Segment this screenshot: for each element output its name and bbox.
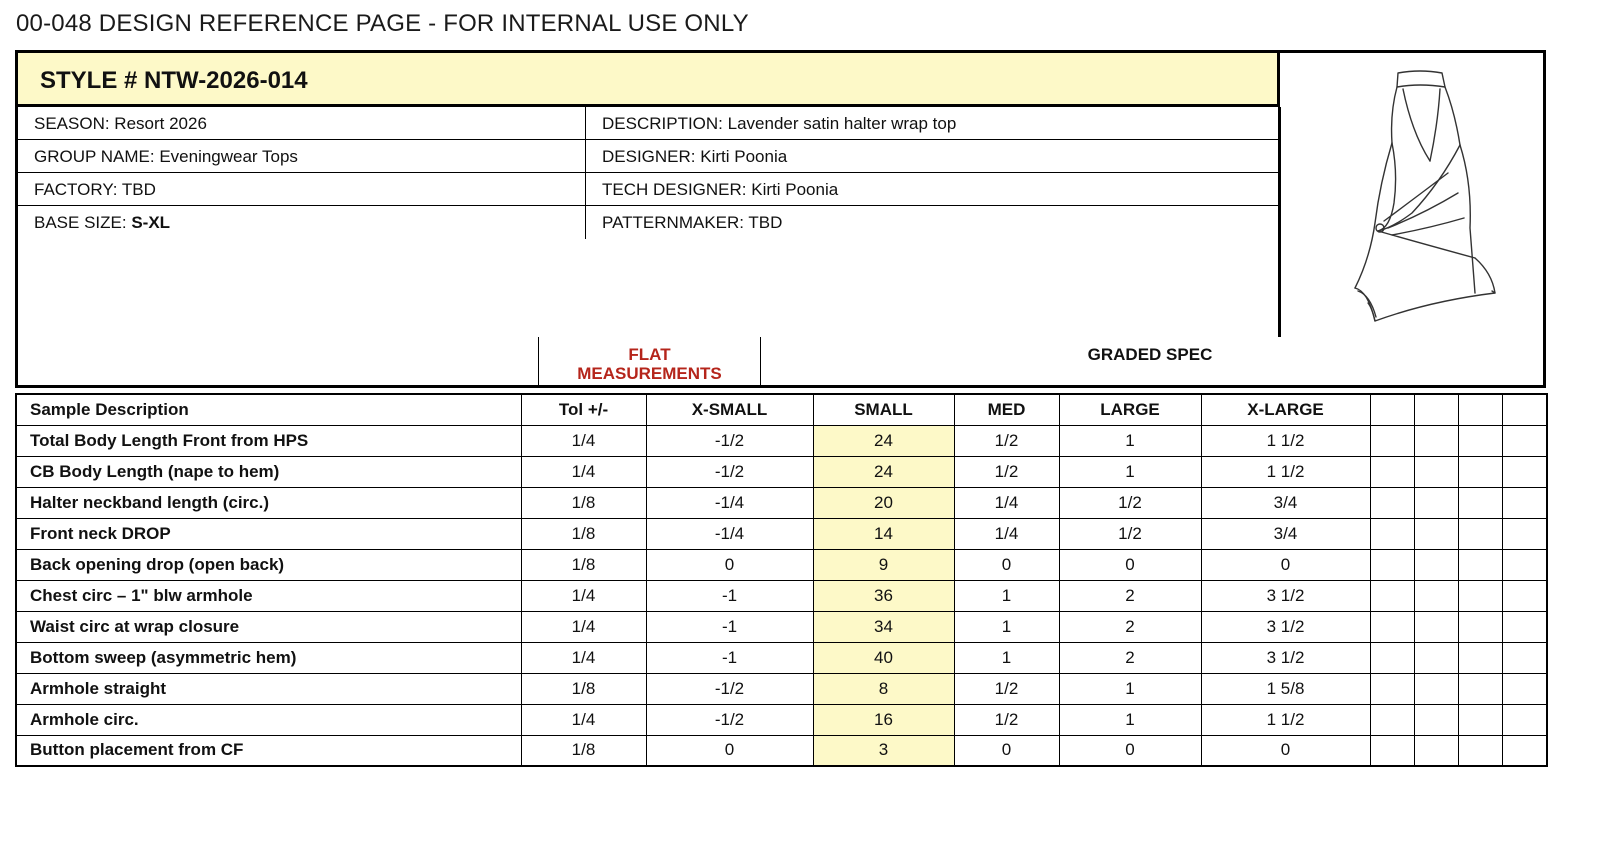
empty-cell (1458, 456, 1502, 487)
measurement-name: Total Body Length Front from HPS (16, 425, 521, 456)
empty-cell (1502, 549, 1547, 580)
info-row-factory (18, 173, 1280, 206)
med-cell: 1/2 (954, 456, 1059, 487)
x-large-cell: 3 1/2 (1201, 580, 1370, 611)
table-row (16, 673, 1547, 704)
header-x-small: X-SMALL (646, 394, 813, 425)
base-size-value: S-XL (131, 213, 171, 232)
small-cell: 36 (813, 580, 954, 611)
measurement-name: Front neck DROP (16, 518, 521, 549)
empty-cell (1370, 642, 1414, 673)
flat-measurements-label (538, 337, 761, 388)
tolerance-cell: 1/8 (521, 518, 646, 549)
empty-cell (1458, 487, 1502, 518)
small-cell: 24 (813, 456, 954, 487)
patternmaker-field: PATTERNMAKER: TBD (602, 213, 783, 232)
tolerance-cell: 1/4 (521, 611, 646, 642)
table-row (16, 611, 1547, 642)
empty-cell (1414, 673, 1458, 704)
med-cell: 1 (954, 580, 1059, 611)
empty-cell (1370, 549, 1414, 580)
flat-label-line2: MEASUREMENTS (577, 364, 722, 383)
empty-cell (1370, 735, 1414, 766)
x-small-cell: 0 (646, 735, 813, 766)
small-cell: 8 (813, 673, 954, 704)
table-row (16, 518, 1547, 549)
empty-cell (1414, 487, 1458, 518)
garment-sketch (1280, 53, 1543, 337)
empty-cell (1414, 642, 1458, 673)
med-cell: 0 (954, 735, 1059, 766)
measurement-name: Chest circ – 1" blw armhole (16, 580, 521, 611)
flat-label-line1: FLAT (628, 345, 671, 364)
empty-cell (1370, 580, 1414, 611)
empty-cell (1458, 518, 1502, 549)
x-small-cell: -1/4 (646, 518, 813, 549)
empty-cell (1502, 580, 1547, 611)
empty-cell (1458, 642, 1502, 673)
empty-cell (1502, 642, 1547, 673)
large-cell: 1/2 (1059, 487, 1201, 518)
measurement-name: Halter neckband length (circ.) (16, 487, 521, 518)
empty-cell (1414, 518, 1458, 549)
empty-cell (1414, 456, 1458, 487)
x-large-cell: 3/4 (1201, 487, 1370, 518)
measurement-name: Armhole circ. (16, 704, 521, 735)
style-number-band (18, 53, 1280, 107)
table-row (16, 735, 1547, 766)
large-cell: 1 (1059, 704, 1201, 735)
empty-cell (1502, 456, 1547, 487)
tolerance-cell: 1/4 (521, 704, 646, 735)
header-large: LARGE (1059, 394, 1201, 425)
large-cell: 1/2 (1059, 518, 1201, 549)
empty-cell (1370, 673, 1414, 704)
page-title: 00-048 DESIGN REFERENCE PAGE - FOR INTERNAL USE ONLY (16, 10, 749, 37)
info-row-group (18, 140, 1280, 173)
halter-top-sketch-icon (1280, 53, 1543, 337)
small-cell: 16 (813, 704, 954, 735)
x-large-cell: 1 1/2 (1201, 456, 1370, 487)
header-empty (1458, 394, 1502, 425)
x-large-cell: 1 1/2 (1201, 425, 1370, 456)
empty-cell (1414, 704, 1458, 735)
empty-cell (1502, 518, 1547, 549)
empty-cell (1370, 487, 1414, 518)
empty-cell (1502, 704, 1547, 735)
x-small-cell: -1 (646, 611, 813, 642)
empty-cell (1458, 611, 1502, 642)
empty-cell (1370, 456, 1414, 487)
table-row (16, 704, 1547, 735)
table-row (16, 580, 1547, 611)
x-small-cell: -1 (646, 580, 813, 611)
x-small-cell: -1/2 (646, 673, 813, 704)
measurement-name: Armhole straight (16, 673, 521, 704)
x-small-cell: -1/2 (646, 425, 813, 456)
empty-cell (1502, 735, 1547, 766)
designer-field: DESIGNER: Kirti Poonia (602, 147, 788, 166)
header-sample-description: Sample Description (16, 394, 521, 425)
x-large-cell: 1 5/8 (1201, 673, 1370, 704)
empty-cell (1370, 611, 1414, 642)
x-large-cell: 0 (1201, 735, 1370, 766)
med-cell: 1 (954, 642, 1059, 673)
large-cell: 2 (1059, 580, 1201, 611)
x-large-cell: 3 1/2 (1201, 642, 1370, 673)
tolerance-cell: 1/8 (521, 673, 646, 704)
header-right-edge (1543, 337, 1546, 388)
info-row-season (18, 107, 1280, 140)
large-cell: 0 (1059, 735, 1201, 766)
empty-cell (1370, 425, 1414, 456)
measurement-name: Button placement from CF (16, 735, 521, 766)
small-cell: 40 (813, 642, 954, 673)
header-med: MED (954, 394, 1059, 425)
tolerance-cell: 1/4 (521, 580, 646, 611)
table-row (16, 642, 1547, 673)
empty-cell (1370, 704, 1414, 735)
large-cell: 1 (1059, 456, 1201, 487)
info-row-base-size (18, 206, 1280, 239)
small-cell: 20 (813, 487, 954, 518)
header-small: SMALL (813, 394, 954, 425)
base-size-label: BASE SIZE: (34, 213, 132, 232)
factory-field: FACTORY: TBD (18, 173, 586, 205)
x-large-cell: 0 (1201, 549, 1370, 580)
table-row (16, 487, 1547, 518)
empty-cell (1458, 735, 1502, 766)
med-cell: 1/4 (954, 487, 1059, 518)
table-row (16, 549, 1547, 580)
empty-cell (1502, 425, 1547, 456)
small-cell: 9 (813, 549, 954, 580)
empty-cell (1502, 487, 1547, 518)
med-cell: 1/2 (954, 704, 1059, 735)
empty-cell (1502, 611, 1547, 642)
med-cell: 1/2 (954, 673, 1059, 704)
large-cell: 1 (1059, 425, 1201, 456)
header-empty (1370, 394, 1414, 425)
large-cell: 2 (1059, 642, 1201, 673)
tolerance-cell: 1/4 (521, 642, 646, 673)
tolerance-cell: 1/4 (521, 425, 646, 456)
x-small-cell: -1/2 (646, 704, 813, 735)
spec-table-header-row (16, 394, 1547, 425)
empty-cell (1414, 735, 1458, 766)
x-small-cell: -1 (646, 642, 813, 673)
x-large-cell: 3 1/2 (1201, 611, 1370, 642)
med-cell: 0 (954, 549, 1059, 580)
empty-cell (1458, 580, 1502, 611)
tolerance-cell: 1/8 (521, 549, 646, 580)
spec-table (15, 393, 1548, 767)
empty-cell (1458, 549, 1502, 580)
small-cell: 14 (813, 518, 954, 549)
x-small-cell: 0 (646, 549, 813, 580)
empty-cell (1370, 518, 1414, 549)
tolerance-cell: 1/8 (521, 735, 646, 766)
table-row (16, 456, 1547, 487)
measurement-name: Bottom sweep (asymmetric hem) (16, 642, 521, 673)
header-tolerance: Tol +/- (521, 394, 646, 425)
style-header-panel (15, 50, 1546, 388)
small-cell: 3 (813, 735, 954, 766)
large-cell: 0 (1059, 549, 1201, 580)
season-field: SEASON: Resort 2026 (18, 107, 586, 139)
med-cell: 1/2 (954, 425, 1059, 456)
small-cell: 24 (813, 425, 954, 456)
large-cell: 1 (1059, 673, 1201, 704)
empty-cell (1502, 673, 1547, 704)
empty-cell (1414, 425, 1458, 456)
med-cell: 1/4 (954, 518, 1059, 549)
med-cell: 1 (954, 611, 1059, 642)
x-small-cell: -1/2 (646, 456, 813, 487)
table-row (16, 425, 1547, 456)
description-field: DESCRIPTION: Lavender satin halter wrap top (602, 114, 957, 133)
large-cell: 2 (1059, 611, 1201, 642)
tech-designer-field: TECH DESIGNER: Kirti Poonia (602, 180, 839, 199)
x-small-cell: -1/4 (646, 487, 813, 518)
x-large-cell: 3/4 (1201, 518, 1370, 549)
style-number: STYLE # NTW-2026-014 (40, 67, 308, 94)
tolerance-cell: 1/4 (521, 456, 646, 487)
tolerance-cell: 1/8 (521, 487, 646, 518)
measurement-name: Back opening drop (open back) (16, 549, 521, 580)
small-cell: 34 (813, 611, 954, 642)
header-empty (1502, 394, 1547, 425)
header-x-large: X-LARGE (1201, 394, 1370, 425)
empty-cell (1458, 673, 1502, 704)
base-size-field (18, 206, 586, 239)
empty-cell (1414, 611, 1458, 642)
empty-cell (1458, 704, 1502, 735)
group-name-field: GROUP NAME: Eveningwear Tops (18, 140, 586, 172)
measurement-name: CB Body Length (nape to hem) (16, 456, 521, 487)
graded-spec-label: GRADED SPEC (1087, 345, 1213, 364)
empty-cell (1414, 580, 1458, 611)
empty-cell (1414, 549, 1458, 580)
header-empty (1414, 394, 1458, 425)
x-large-cell: 1 1/2 (1201, 704, 1370, 735)
empty-cell (1458, 425, 1502, 456)
measurement-name: Waist circ at wrap closure (16, 611, 521, 642)
